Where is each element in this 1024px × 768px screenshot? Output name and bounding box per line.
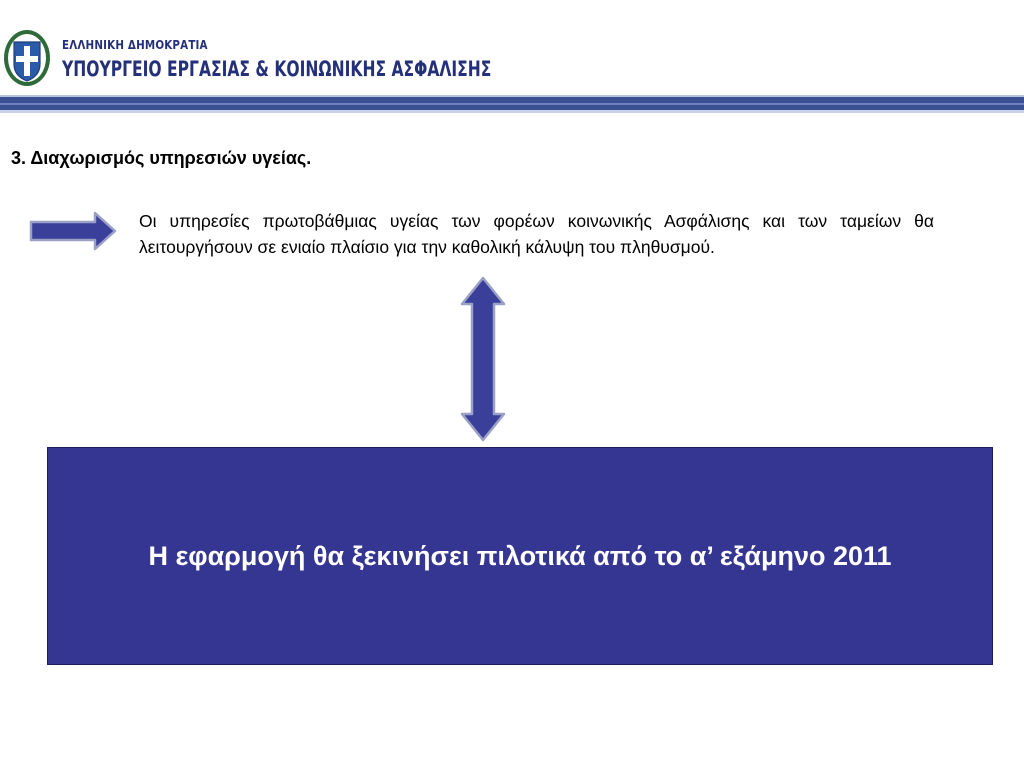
up-down-arrow-icon xyxy=(459,276,507,442)
right-arrow-icon xyxy=(29,211,117,251)
announcement-box xyxy=(47,447,993,665)
org-ministry-name: ΥΠΟΥΡΓΕΙΟ ΕΡΓΑΣΙΑΣ & ΚΟΙΝΩΝΙΚΗΣ ΑΣΦΑΛΙΣΗΣ xyxy=(62,57,492,81)
header-divider-bar xyxy=(0,95,1024,113)
announcement-text: Η εφαρμογή θα ξεκινήσει πιλοτικά από το α’ εξάμηνο 2011 xyxy=(148,540,892,571)
section-title: 3. Διαχωρισμός υπηρεσιών υγείας. xyxy=(11,148,312,168)
greek-coat-of-arms-icon xyxy=(2,28,52,88)
body-paragraph: Οι υπηρεσίες πρωτοβάθμιας υγείας των φορέων κοινωνικής Ασφάλισης και των ταμείων θα λειτουργήσουν σε ενιαίο πλαίσιο για την καθολική κάλυψη του πληθυσμού. xyxy=(139,211,934,257)
header xyxy=(0,0,1024,118)
org-country-name: ΕΛΛΗΝΙΚΗ ΔΗΜΟΚΡΑΤΙΑ xyxy=(62,38,208,52)
